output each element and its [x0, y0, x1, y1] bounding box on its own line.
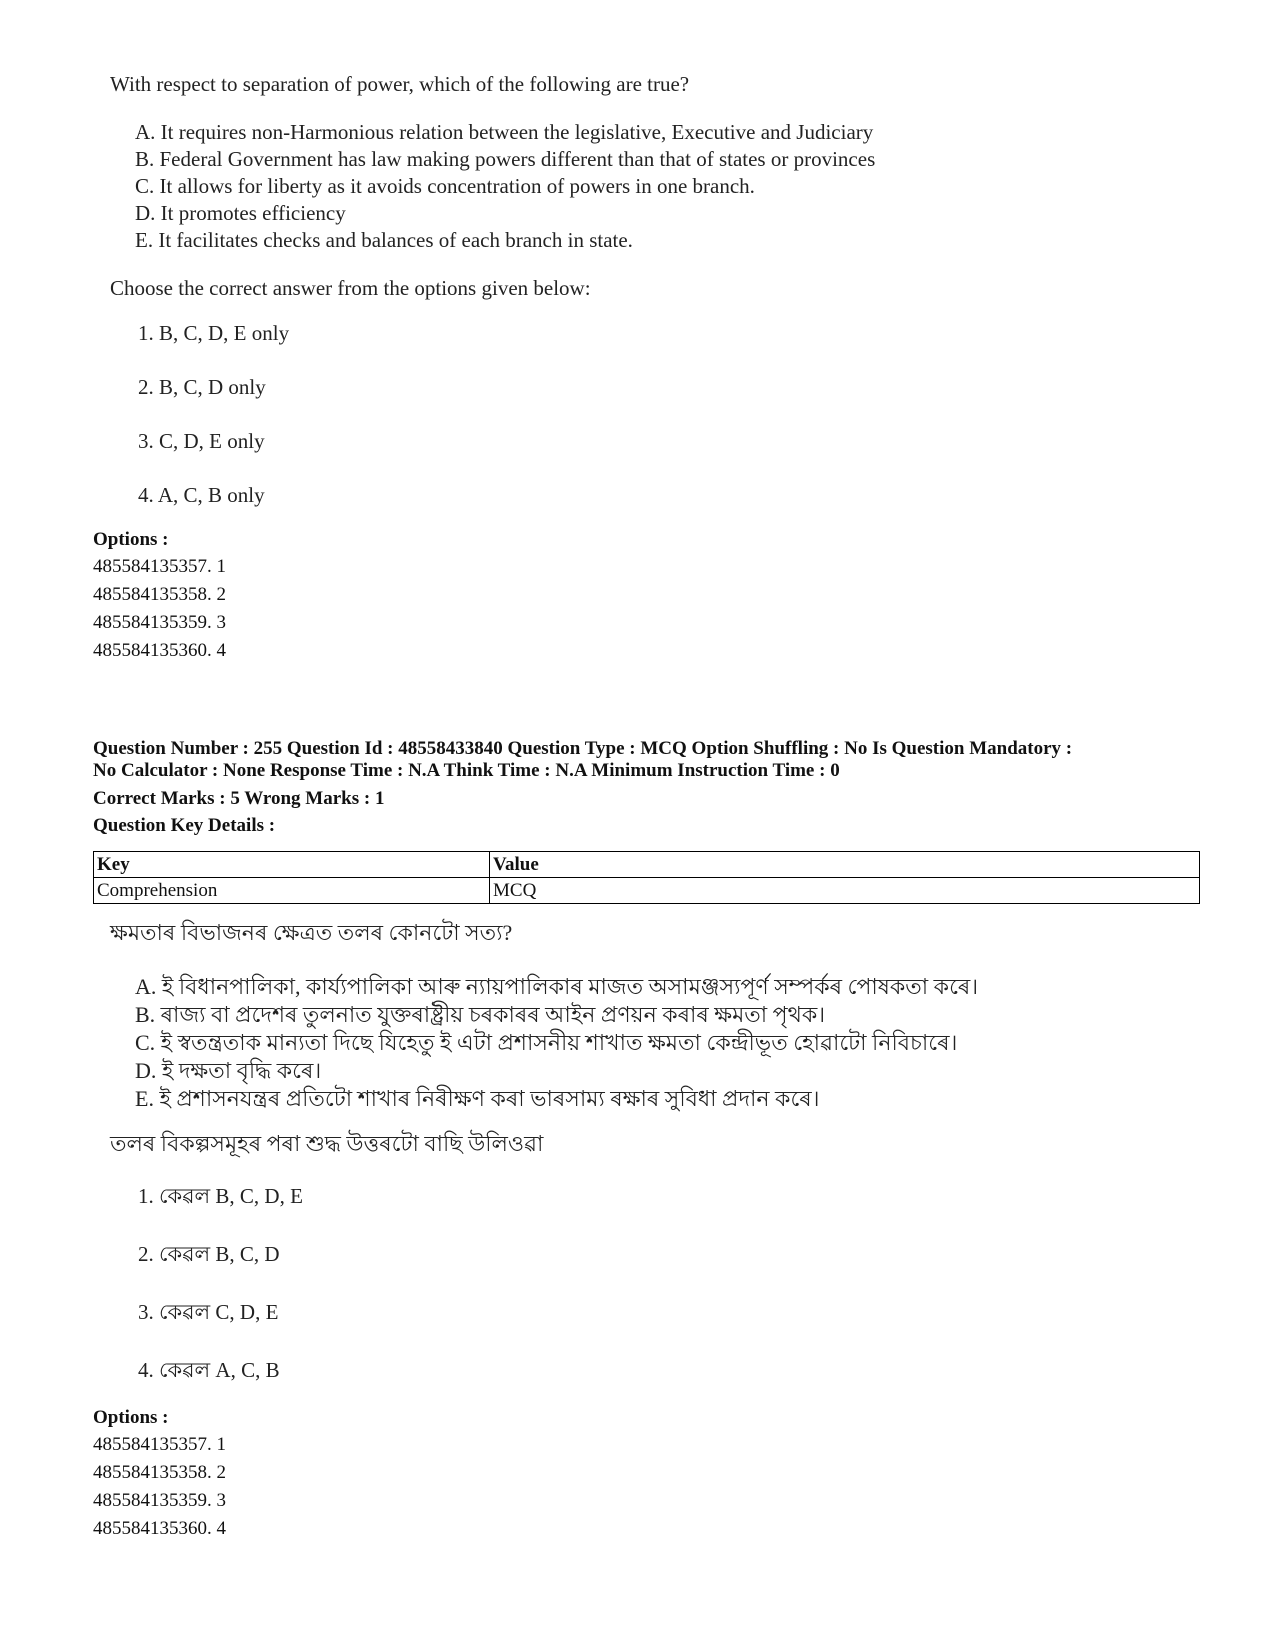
option-item: 485584135358. 2 [93, 1462, 226, 1483]
table-cell-value: MCQ [490, 878, 1200, 904]
option-item: 485584135357. 1 [93, 556, 226, 577]
options-section-2 [93, 1404, 226, 1543]
question-stem: With respect to separation of power, which of the following are true? [110, 72, 690, 96]
answer-item: 4. কেৱল A, C, B [138, 1358, 280, 1382]
option-item: 485584135360. 4 [93, 1518, 226, 1539]
statement-item: C. It allows for liberty as it avoids concentration of powers in one branch. [135, 174, 755, 198]
table-row [94, 878, 1200, 904]
question-1-image [110, 72, 875, 535]
options-label: Options : [93, 1407, 169, 1428]
statement-item: D. ই দক্ষতা বৃদ্ধি কৰে। [135, 1058, 322, 1083]
table-cell-key: Comprehension [94, 878, 490, 904]
statement-item: D. It promotes efficiency [135, 201, 346, 225]
question-stem: ক্ষমতাৰ বিভাজনৰ ক্ষেত্ৰত তলৰ কোনটো সত্য? [110, 920, 513, 945]
choose-instruction: তলৰ বিকল্পসমূহৰ পৰা শুদ্ধ উত্তৰটো বাছি উলিওৱা [110, 1131, 544, 1156]
question-2-image [110, 916, 978, 1414]
option-item: 485584135358. 2 [93, 584, 226, 605]
statement-item: A. ই বিধানপালিকা, কাৰ্য্যপালিকা আৰু ন্যায়পালিকাৰ মাজত অসামঞ্জস্যপূৰ্ণ সম্পৰ্কৰ পোষকতা কৰে। [135, 974, 979, 999]
statement-list [135, 973, 978, 1113]
question-meta [93, 738, 1072, 782]
statement-item: E. ই প্ৰশাসনযন্ত্ৰৰ প্ৰতিটো শাখাৰ নিৰীক্ষণ কৰা ভাৰসাম্য ৰক্ষাৰ সুবিধা প্ৰদান কৰে। [135, 1086, 820, 1111]
option-item: 485584135357. 1 [93, 1434, 226, 1455]
options-list [93, 553, 226, 665]
answer-list [138, 1182, 978, 1414]
options-label: Options : [93, 529, 169, 550]
key-details-heading [93, 812, 275, 839]
key-details-table [93, 851, 1200, 904]
key-details-label: Question Key Details : [93, 815, 276, 836]
answer-item: 1. B, C, D, E only [138, 321, 290, 345]
option-item: 485584135360. 4 [93, 640, 226, 661]
answer-item: 4. A, C, B only [138, 483, 265, 507]
options-section-1 [93, 526, 226, 665]
question-meta-line2: No Calculator : None Response Time : N.A Think Time : N.A Minimum Instruction Time : 0 [93, 760, 840, 781]
answer-item: 2. B, C, D only [138, 375, 266, 399]
table-header-key: Key [94, 852, 490, 878]
statement-list [135, 119, 875, 254]
statement-item: E. It facilitates checks and balances of each branch in state. [135, 228, 633, 252]
statement-item: B. Federal Government has law making powers different than that of states or provinces [135, 147, 876, 171]
marks-line [93, 785, 384, 812]
table-header-value: Value [490, 852, 1200, 878]
table-header-row [94, 852, 1200, 878]
statement-item: B. ৰাজ্য বা প্ৰদেশৰ তুলনাত যুক্তৰাষ্ট্ৰীয় চৰকাৰৰ আইন প্ৰণয়ন কৰাৰ ক্ষমতা পৃথক। [135, 1002, 826, 1027]
statement-item: A. It requires non-Harmonious relation between the legislative, Executive and Judiciary [135, 120, 874, 144]
marks-text: Correct Marks : 5 Wrong Marks : 1 [93, 788, 385, 809]
answer-item: 3. কেৱল C, D, E [138, 1300, 279, 1324]
answer-list [138, 319, 875, 535]
answer-item: 2. কেৱল B, C, D [138, 1242, 280, 1266]
choose-instruction: Choose the correct answer from the options given below: [110, 276, 591, 300]
option-item: 485584135359. 3 [93, 1490, 226, 1511]
statement-item: C. ই স্বতন্ত্ৰতাক মান্যতা দিছে যিহেতু ই এটা প্ৰশাসনীয় শাখাত ক্ষমতা কেন্দ্ৰীভূত হোৱাটো নিবিচাৰে। [135, 1030, 958, 1055]
question-meta-line1: Question Number : 255 Question Id : 48558433840 Question Type : MCQ Option Shuffling : No Is Question Mandatory : [93, 738, 1073, 759]
options-list [93, 1431, 226, 1543]
answer-item: 3. C, D, E only [138, 429, 265, 453]
answer-item: 1. কেৱল B, C, D, E [138, 1184, 303, 1208]
option-item: 485584135359. 3 [93, 612, 226, 633]
